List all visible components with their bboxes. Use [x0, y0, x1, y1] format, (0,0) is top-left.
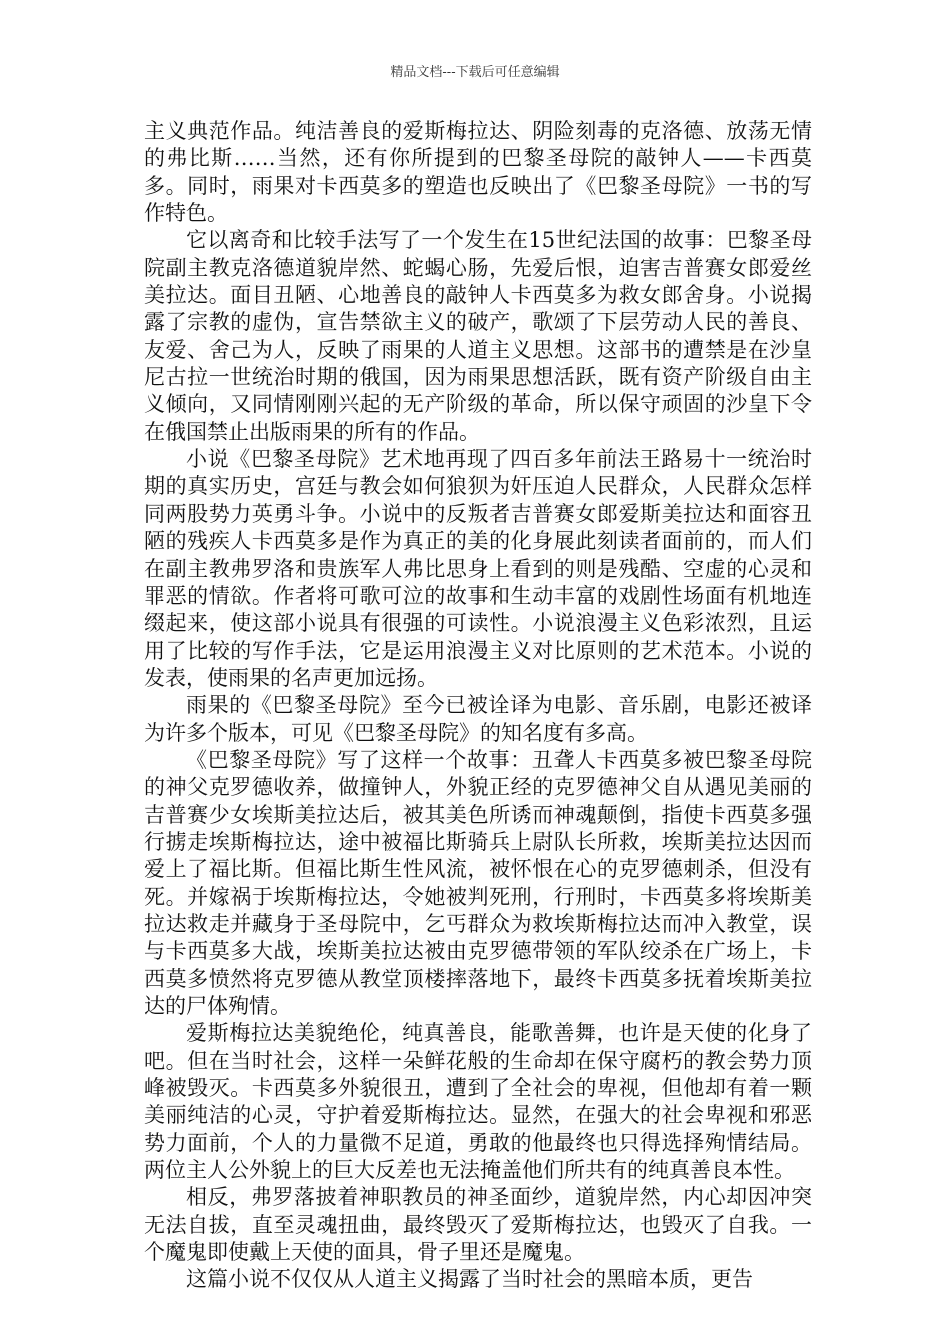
paragraph-5: 《巴黎圣母院》写了这样一个故事：丑聋人卡西莫多被巴黎圣母院的神父克罗德收养，做撞钟人，外貌正经的克罗德神父自从遇见美丽的吉普赛少女埃斯美拉达后，被其美色所诱而神魂颠倒，指使卡西莫多强行掳走埃斯梅拉达，途中被福比斯骑兵上尉队长所救，埃斯美拉达因而爱上了福比斯。但福比斯生性风流，被怀恨在心的克罗德刺杀，但没有死。并嫁祸于埃斯梅拉达，令她被判死刑，行刑时，卡西莫多将埃斯美拉达救走并藏身于圣母院中，乞丐群众为救埃斯梅拉达而冲入教堂，误与卡西莫多大战，埃斯美拉达被由克罗德带领的军队绞杀在广场上，卡西莫多愤然将克罗德从教堂顶楼摔落地下，最终卡西莫多抚着埃斯美拉达的尸体殉情。 — [144, 747, 812, 1018]
document-body — [144, 118, 812, 1294]
page-header: 精品文档---下载后可任意编辑 — [390, 65, 560, 80]
paragraph-3: 小说《巴黎圣母院》艺术地再现了四百多年前法王路易十一统治时期的真实历史，宫廷与教会如何狼狈为奸压迫人民群众，人民群众怎样同两股势力英勇斗争。小说中的反叛者吉普赛女郎爱斯美拉达和面容丑陋的残疾人卡西莫多是作为真正的美的化身展此刻读者面前的，而人们在副主教弗罗洛和贵族军人弗比思身上看到的则是残酷、空虚的心灵和罪恶的情欲。作者将可歌可泣的故事和生动丰富的戏剧性场面有机地连缀起来，使这部小说具有很强的可读性。小说浪漫主义色彩浓烈，且运用了比较的写作手法，它是运用浪漫主义对比原则的艺术范本。小说的发表，使雨果的名声更加远扬。 — [144, 447, 812, 690]
paragraph-4: 雨果的《巴黎圣母院》至今已被诠译为电影、音乐剧，电影还被译为许多个版本，可见《巴黎圣母院》的知名度有多高。 — [144, 693, 812, 745]
paragraph-2: 它以离奇和比较手法写了一个发生在15世纪法国的故事：巴黎圣母院副主教克洛德道貌岸然、蛇蝎心肠，先爱后恨，迫害吉普赛女郎爱丝美拉达。面目丑陋、心地善良的敲钟人卡西莫多为救女郎舍身。小说揭露了宗教的虚伪，宣告禁欲主义的破产，歌颂了下层劳动人民的善良、友爱、舍己为人，反映了雨果的人道主义思想。这部书的遭禁是在沙皇尼古拉一世统治时期的俄国，因为雨果思想活跃，既有资产阶级自由主义倾向，又同情刚刚兴起的无产阶级的革命，所以保守顽固的沙皇下令在俄国禁止出版雨果的所有的作品。 — [144, 228, 812, 444]
paragraph-6: 爱斯梅拉达美貌绝伦，纯真善良，能歌善舞，也许是天使的化身了吧。但在当时社会，这样一朵鲜花般的生命却在保守腐朽的教会势力顶峰被毁灭。卡西莫多外貌很丑，遭到了全社会的卑视，但他却有着一颗美丽纯洁的心灵，守护着爱斯梅拉达。显然，在强大的社会卑视和邪恶势力面前，个人的力量微不足道，勇敢的他最终也只得选择殉情结局。两位主人公外貌上的巨大反差也无法掩盖他们所共有的纯真善良本性。 — [144, 1021, 812, 1183]
paragraph-8: 这篇小说不仅仅从人道主义揭露了当时社会的黑暗本质，更告 — [186, 1267, 753, 1292]
paragraph-1: 主义典范作品。纯洁善良的爱斯梅拉达、阴险刻毒的克洛德、放荡无情的弗比斯……当然，还有你所提到的巴黎圣母院的敲钟人——卡西莫多。同时，雨果对卡西莫多的塑造也反映出了《巴黎圣母院》一书的写作特色。 — [144, 119, 812, 226]
paragraph-7: 相反，弗罗落披着神职教员的神圣面纱，道貌岸然，内心却因冲突无法自拔，直至灵魂扭曲，最终毁灭了爱斯梅拉达，也毁灭了自我。一个魔鬼即使戴上天使的面具，骨子里还是魔鬼。 — [144, 1185, 812, 1265]
